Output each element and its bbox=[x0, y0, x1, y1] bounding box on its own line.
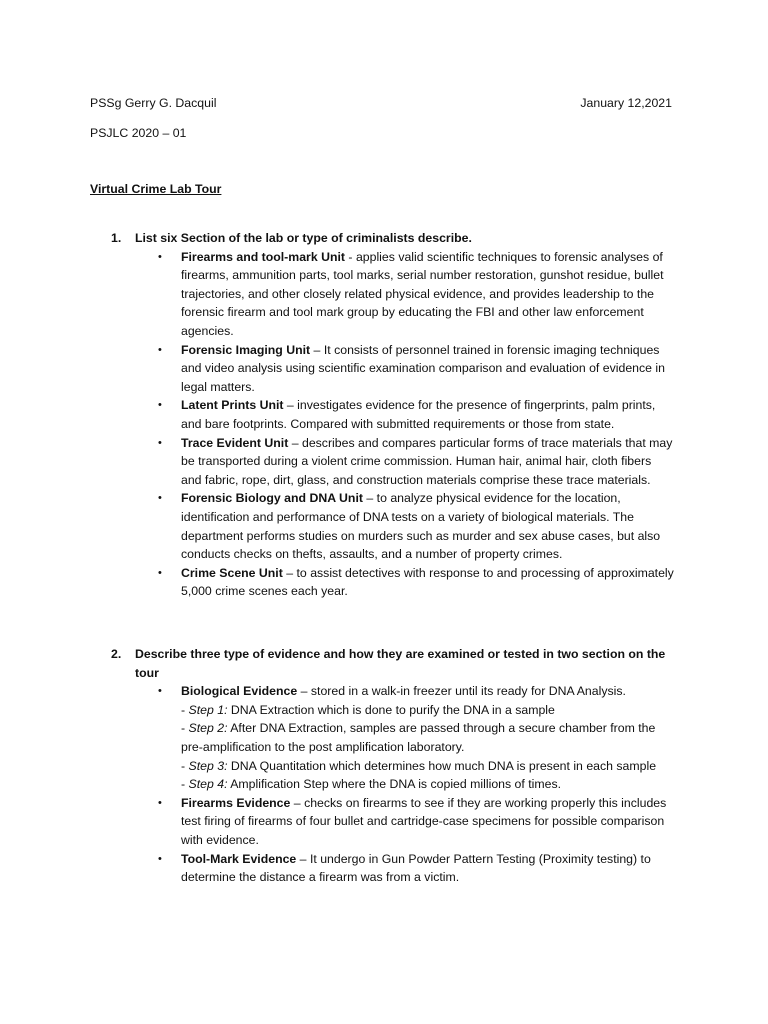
bullet-glyph: • bbox=[158, 566, 162, 579]
step-line bbox=[181, 757, 675, 776]
document-date: January 12,2021 bbox=[580, 96, 672, 110]
item-separator: – bbox=[310, 342, 324, 357]
answer-list bbox=[90, 682, 675, 887]
question-heading bbox=[90, 645, 675, 682]
item-term: Biological Evidence bbox=[181, 684, 298, 699]
bullet-glyph: • bbox=[158, 250, 162, 263]
item-description: It consists of personnel trained in forensic imaging techniques and video analysis using scientific examination comparison and evaluation of evidence in legal matters. bbox=[181, 342, 665, 394]
question-number: 2. bbox=[111, 647, 122, 661]
item-description: to analyze physical evidence for the location, identification and performance of DNA tests on a variety of biological materials. The department performs studies on murders such as murder and sex abuse cases, but also conducts checks on thefts, assaults, and a number of property crimes. bbox=[181, 491, 661, 562]
list-item bbox=[156, 396, 675, 433]
step-line bbox=[181, 701, 675, 720]
question-heading bbox=[90, 229, 675, 248]
step-text: DNA Quantitation which determines how much DNA is present in each sample bbox=[230, 758, 657, 773]
list-item bbox=[156, 794, 675, 850]
list-item bbox=[156, 434, 675, 490]
item-description: checks on firearms to see if they are working properly this includes test firing of firearms of four bullet and cartridge-case specimens for possible comparison with evidence. bbox=[181, 795, 667, 847]
step-label: Step 4: bbox=[188, 777, 228, 792]
step-text: Amplification Step where the DNA is copied millions of times. bbox=[230, 777, 562, 792]
question-1 bbox=[90, 229, 675, 601]
item-term: Crime Scene Unit bbox=[181, 565, 283, 580]
list-item bbox=[156, 489, 675, 563]
course-code: PSJLC 2020 – 01 bbox=[90, 126, 187, 140]
item-separator: – bbox=[296, 851, 310, 866]
question-2 bbox=[90, 645, 675, 887]
item-description: It undergo in Gun Powder Pattern Testing (Proximity testing) to determine the distance a firearm was from a victim. bbox=[181, 851, 651, 885]
bullet-glyph: • bbox=[158, 343, 162, 356]
item-separator: – bbox=[297, 684, 311, 699]
step-text: DNA Extraction which is done to purify the DNA in a sample bbox=[230, 702, 555, 717]
item-description: to assist detectives with response to and processing of approximately 5,000 crime scenes each year. bbox=[181, 565, 674, 599]
list-item bbox=[156, 850, 675, 887]
document-title: Virtual Crime Lab Tour bbox=[90, 182, 222, 196]
question-text: Describe three type of evidence and how they are examined or tested in two section on the tour bbox=[135, 647, 666, 680]
item-term: Firearms Evidence bbox=[181, 795, 291, 810]
item-term: Firearms and tool-mark Unit bbox=[181, 249, 345, 264]
item-separator: – bbox=[362, 491, 377, 506]
question-text: List six Section of the lab or type of criminalists describe. bbox=[135, 231, 472, 245]
item-term: Forensic Biology and DNA Unit bbox=[181, 491, 363, 506]
item-separator: – bbox=[288, 435, 302, 450]
list-item bbox=[156, 248, 675, 341]
item-description: describes and compares particular forms of trace materials that may be transported during a violent crime commission. Human hair, animal hair, cloth fibers and fabric, rope, dirt, glass, and construction materials comprise these trace materials. bbox=[181, 435, 673, 487]
item-description: investigates evidence for the presence of fingerprints, palm prints, and bare footprints. Compared with submitted requirements or those from state. bbox=[181, 398, 656, 431]
item-separator: – bbox=[282, 565, 297, 580]
list-item bbox=[156, 682, 675, 794]
item-separator: – bbox=[290, 795, 305, 810]
bullet-glyph: • bbox=[158, 852, 162, 865]
header-row bbox=[90, 94, 672, 113]
step-label: Step 1: bbox=[188, 702, 228, 717]
author-name: PSSg Gerry G. Dacquil bbox=[90, 96, 217, 110]
answer-list bbox=[90, 248, 675, 601]
step-dash: - bbox=[181, 758, 189, 773]
list-item bbox=[156, 341, 675, 397]
step-text: After DNA Extraction, samples are passed through a secure chamber from the pre-amplification to the post amplification laboratory. bbox=[181, 721, 656, 754]
item-separator: - bbox=[345, 249, 356, 264]
step-label: Step 3: bbox=[188, 758, 228, 773]
bullet-glyph: • bbox=[158, 685, 162, 698]
item-term: Forensic Imaging Unit bbox=[181, 342, 311, 357]
step-dash: - bbox=[181, 702, 189, 717]
bullet-glyph: • bbox=[158, 399, 162, 412]
list-item bbox=[156, 564, 675, 601]
step-dash: - bbox=[181, 721, 189, 736]
bullet-glyph: • bbox=[158, 492, 162, 505]
item-description: applies valid scientific techniques to forensic analyses of firearms, ammunition parts, tool marks, serial number restoration, gunshot residue, bullet trajectories, and other closely related physical evidence, and provides leadership to the forensic firearm and tool mark group by educating the FBI and other law enforcement agencies. bbox=[181, 249, 664, 338]
item-term: Tool-Mark Evidence bbox=[181, 851, 297, 866]
item-term: Trace Evident Unit bbox=[181, 435, 289, 450]
item-separator: – bbox=[283, 398, 298, 413]
step-label: Step 2: bbox=[188, 721, 228, 736]
bullet-glyph: • bbox=[158, 796, 162, 809]
bullet-glyph: • bbox=[158, 436, 162, 449]
question-number: 1. bbox=[111, 231, 122, 245]
item-description: stored in a walk-in freezer until its ready for DNA Analysis. bbox=[310, 684, 626, 699]
item-term: Latent Prints Unit bbox=[181, 398, 284, 413]
step-line bbox=[181, 775, 675, 794]
step-line bbox=[181, 719, 675, 756]
step-dash: - bbox=[181, 777, 189, 792]
